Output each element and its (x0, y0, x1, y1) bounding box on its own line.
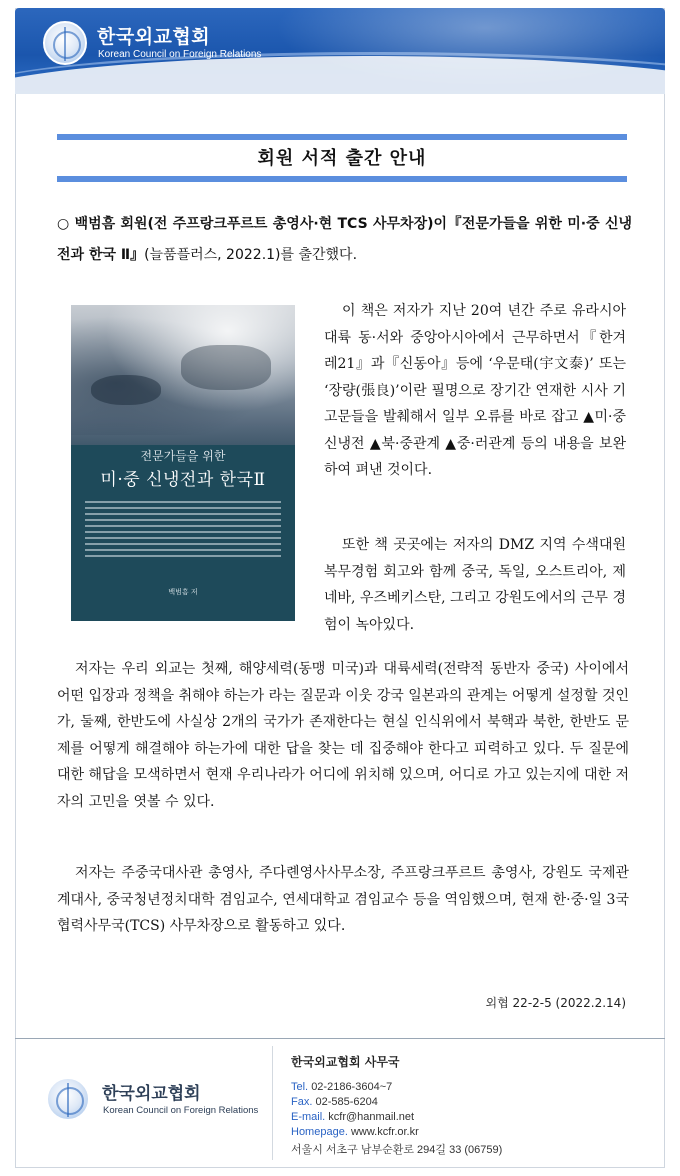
paragraph-experience: 또한 책 곳곳에는 저자의 DMZ 지역 수색대원 복무경험 회고와 함께 중국, 독일, 오스트리아, 제네바, 우즈베키스탄, 그리고 강원도에서의 근무 경험이 녹아있다. (324, 537, 626, 633)
document-reference: 외협 22-2-5 (2022.2.14) (485, 996, 626, 1010)
lead-bullet: ○ (57, 216, 70, 232)
lead-bold-text: 백범흠 회원(전 주프랑크푸르트 총영사·현 TCS 사무차장)이『전문가들을 위한 미·중 신냉전과 한국 Ⅱ』 (57, 216, 632, 263)
footer-rule (15, 1038, 665, 1039)
lead-paragraph (57, 209, 632, 271)
footer-address: 서울시 서초구 남부순환로 294길 33 (06759) (291, 1144, 503, 1156)
title-rule-top (57, 134, 627, 140)
paragraph-book-intro: 이 책은 저자가 지난 20여 년간 주로 유라시아 대륙 동·서와 중앙아시아에서 근무하면서『한겨레21』과『신동아』등에 ‘우문태(宇文泰)’ 또는 ‘장량(張良)’이란 필명으로 장기간 연재한 시사 기고문들을 발췌해서 일부 오류를 바로 잡고 ▲미·중 신냉전 ▲북·중관계 ▲중·러관계 등의 내용을 보완하여 펴낸 것이다. (324, 303, 626, 478)
book-cover-map (91, 375, 161, 405)
paragraph-career: 저자는 주중국대사관 총영사, 주다롄영사사무소장, 주프랑크푸르트 총영사, 강원도 국제관계대사, 중국청년정치대학 겸임교수, 연세대학교 겸임교수 등을 역임했으며, 현재 한·중·일 3국협력사무국(TCS) 사무차장으로 활동하고 있다. (57, 865, 629, 934)
paragraph-diplomacy: 저자는 우리 외교는 첫째, 해양세력(동맹 미국)과 대륙세력(전략적 동반자 중국) 사이에서 어떤 입장과 정책을 취해야 하는가 라는 질문과 이웃 강국 일본과의 관계는 어떻게 설정할 것인가, 둘째, 한반도에 사실상 2개의 국가가 존재한다는 현실 인식위에서 북핵과 북한, 한반도 문제를 어떻게 해결해야 하는가에 대한 답을 찾는 데 집중해야 한다고 피력하고 있다. 두 질문에 대한 해답을 모색하면서 현재 우리나라가 어디에 위치해 있으며, 어디로 가고 있는지에 대한 저자의 고민을 엿볼 수 있다. (57, 661, 629, 810)
book-cover-author: 백범흠 저 (168, 588, 198, 596)
footer-homepage[interactable]: Homepage. www.kcfr.or.kr (291, 1126, 419, 1138)
org-name-en: Korean Council on Foreign Relations (98, 49, 262, 60)
footer-email[interactable]: E-mail. kcfr@hanmail.net (291, 1111, 415, 1123)
book-cover-map (181, 345, 271, 390)
book-cover-text-block (85, 501, 281, 559)
header-banner (15, 8, 665, 94)
book-cover-title: 미·중 신냉전과 한국Ⅱ (100, 470, 266, 490)
globe-logo-icon (46, 1077, 90, 1121)
footer-divider (272, 1046, 273, 1160)
lead-normal-text: (늘품플러스, 2022.1)를 출간했다. (144, 247, 358, 263)
book-cover-image (71, 305, 295, 621)
book-cover-subtitle: 전문가들을 위한 (140, 449, 226, 463)
footer-secretariat: 한국외교협회 사무국 (291, 1055, 400, 1069)
globe-logo-icon (43, 21, 87, 65)
org-name-ko: 한국외교협회 (97, 26, 211, 48)
page-title: 회원 서적 출간 안내 (257, 148, 427, 169)
title-rule-bottom (57, 176, 627, 182)
header-sheen (275, 8, 665, 88)
footer-tel: Tel. 02-2186-3604~7 (291, 1081, 393, 1093)
footer-org-name-ko: 한국외교협회 (102, 1084, 201, 1104)
footer-fax: Fax. 02-585-6204 (291, 1096, 378, 1108)
footer-org-name-en: Korean Council on Foreign Relations (103, 1105, 259, 1116)
